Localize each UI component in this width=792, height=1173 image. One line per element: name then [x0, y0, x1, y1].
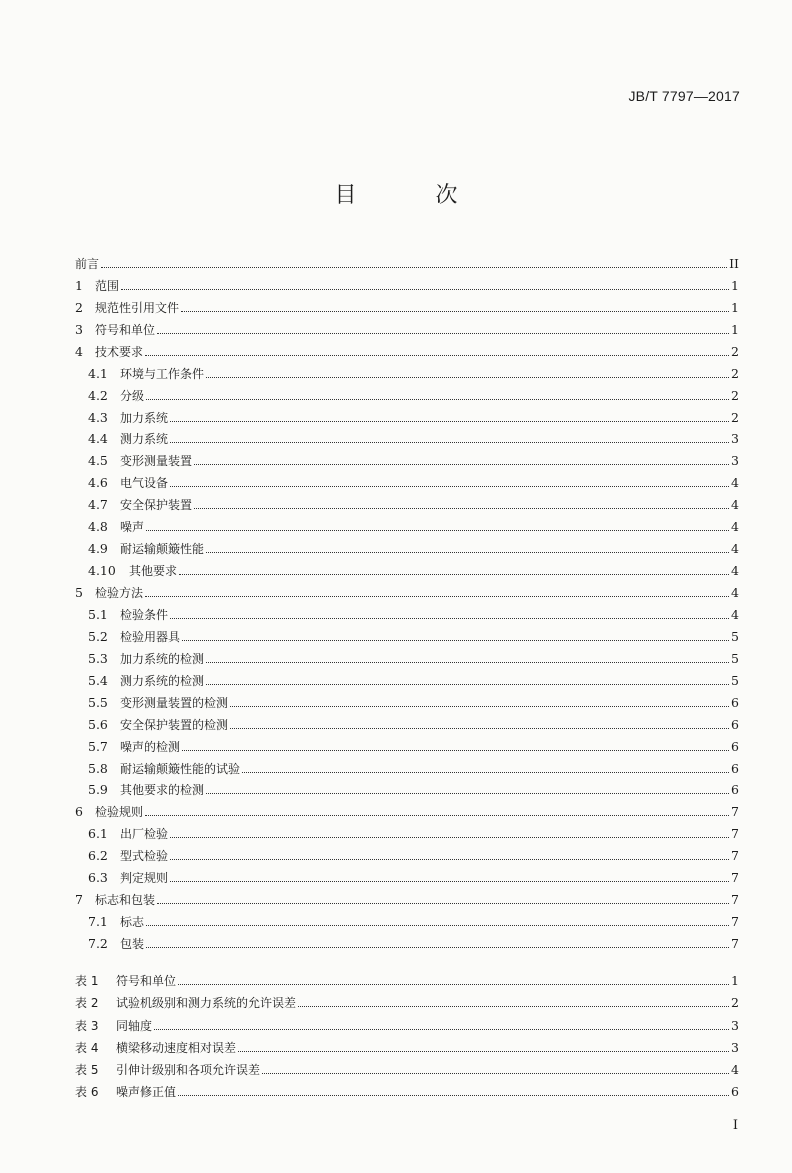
- table-entry-number: 表 4: [75, 1040, 99, 1055]
- toc-entry-number: 7: [75, 892, 83, 908]
- dot-leader: [170, 858, 729, 860]
- toc-entry-label: 测力系统: [120, 432, 169, 447]
- toc-entry: [75, 929, 739, 951]
- dot-leader: [238, 1050, 729, 1052]
- table-entry-page: 6: [731, 1084, 739, 1100]
- toc-entry-label: 检验方法: [95, 586, 144, 600]
- toc-entry-number: 5.4: [88, 672, 108, 688]
- toc-entry: [75, 293, 739, 315]
- table-entry-number: 表 2: [75, 996, 99, 1011]
- toc-entry-number: 7.2: [88, 936, 108, 951]
- toc-entry-number: 4.4: [88, 431, 108, 447]
- toc-entry-label: 技术要求: [95, 344, 144, 359]
- toc-entry-page: 7: [731, 892, 739, 908]
- toc-entry-number: 5.7: [88, 738, 108, 754]
- toc-entry-label: 符号和单位: [95, 322, 156, 337]
- toc-entry-label: 变形测量装置: [120, 454, 193, 469]
- toc-entry: [75, 776, 739, 798]
- toc-entry-number: 1: [75, 277, 83, 293]
- toc-entry-page: 6: [731, 760, 739, 776]
- toc-entry-page: 6: [731, 694, 739, 710]
- toc-entry-number: 5.3: [88, 650, 108, 666]
- toc-entry-number: 4.10: [88, 563, 116, 579]
- toc-entry-label: 前言: [75, 256, 100, 271]
- dot-leader: [230, 727, 729, 729]
- toc-entry: [75, 732, 739, 754]
- toc-entry-number: 4.3: [88, 409, 108, 425]
- toc-entry: [75, 907, 739, 929]
- toc-entry: [75, 644, 739, 666]
- toc-entry: [75, 403, 739, 425]
- toc-entry-number: 4.5: [88, 453, 108, 469]
- toc-entry-page: 7: [731, 914, 739, 930]
- toc-entry-page: 4: [731, 541, 739, 557]
- toc-entry: [75, 688, 739, 710]
- toc-entry-number: 6.2: [88, 848, 108, 864]
- toc-entry-page: 7: [731, 826, 739, 842]
- dot-leader: [170, 617, 729, 619]
- toc-entry-label: 噪声: [120, 520, 145, 535]
- standard-code: JB/T 7797—2017: [628, 88, 740, 104]
- toc-entry: [75, 490, 739, 512]
- toc-entry-label: 变形测量装置的检测: [120, 695, 229, 710]
- toc-entry-page: 4: [731, 475, 739, 491]
- table-entry-page: 2: [731, 995, 739, 1011]
- dot-leader: [146, 529, 729, 531]
- toc-entry-page: II: [729, 255, 739, 271]
- toc-entry: [75, 819, 739, 841]
- toc-entry: [75, 556, 739, 578]
- toc-entry-page: 5: [731, 628, 739, 644]
- dot-leader: [242, 771, 729, 773]
- dot-leader: [194, 507, 729, 509]
- toc-entry-number: 6.3: [88, 870, 108, 886]
- toc-entry: [75, 271, 739, 293]
- toc-entry: [75, 710, 739, 732]
- dot-leader: [194, 463, 729, 465]
- toc-entry-page: 2: [731, 409, 739, 425]
- toc-entry-number: 5.9: [88, 782, 108, 798]
- dot-leader: [178, 1094, 729, 1096]
- toc-entry-page: 2: [731, 387, 739, 403]
- dot-leader: [154, 1028, 729, 1030]
- toc-entry: [75, 381, 739, 403]
- toc-entry-number: 5.1: [88, 606, 108, 622]
- toc-entry-page: 6: [731, 716, 739, 732]
- dot-leader: [170, 441, 729, 443]
- toc-entry-page: 1: [731, 321, 739, 337]
- toc-entry: [75, 425, 739, 447]
- toc-entry: [75, 337, 739, 359]
- dot-leader: [170, 836, 729, 838]
- toc-entry-page: 7: [731, 804, 739, 820]
- toc-entry-number: 4.8: [88, 519, 108, 535]
- toc-entry-page: 1: [731, 277, 739, 293]
- dot-leader: [170, 880, 729, 882]
- table-entry-number: 表 3: [75, 1018, 99, 1033]
- toc-entry-page: 4: [731, 519, 739, 535]
- toc-entry-label: 包装: [120, 937, 145, 951]
- table-entry-number: 表 5: [75, 1062, 99, 1077]
- toc-entry: [75, 315, 739, 337]
- toc-entry-number: 2: [75, 299, 83, 315]
- dot-leader: [157, 332, 729, 334]
- dot-leader: [230, 705, 729, 707]
- dot-leader: [101, 266, 727, 268]
- toc-entry-page: 6: [731, 782, 739, 798]
- table-entry: [75, 988, 739, 1010]
- dot-leader: [262, 1072, 729, 1074]
- table-of-contents: [75, 249, 739, 951]
- toc-entry-page: 4: [731, 585, 739, 600]
- toc-entry-page: 2: [731, 343, 739, 359]
- dot-leader: [179, 573, 729, 575]
- list-of-tables: [75, 966, 739, 1099]
- toc-entry-page: 4: [731, 606, 739, 622]
- toc-entry-page: 4: [731, 563, 739, 579]
- toc-entry-page: 7: [731, 870, 739, 886]
- table-entry-number: 表 1: [75, 974, 99, 989]
- dot-leader: [145, 814, 729, 816]
- toc-entry-number: 5: [75, 585, 83, 600]
- table-entry-page: 3: [731, 1039, 739, 1055]
- toc-entry: [75, 578, 739, 600]
- toc-entry-label: 环境与工作条件: [120, 366, 205, 381]
- toc-entry-page: 5: [731, 650, 739, 666]
- table-entry: [75, 1033, 739, 1055]
- dot-leader: [146, 924, 729, 926]
- toc-entry-number: 4.2: [88, 387, 108, 403]
- toc-entry-number: 4.7: [88, 497, 108, 513]
- page-title: 目 次: [334, 183, 494, 208]
- toc-entry: [75, 468, 739, 490]
- dot-leader: [206, 661, 729, 663]
- toc-entry-label: 规范性引用文件: [95, 300, 180, 315]
- toc-entry-number: 5.8: [88, 760, 108, 776]
- dot-leader: [170, 485, 729, 487]
- page-number: I: [732, 1118, 738, 1133]
- toc-entry-number: 3: [75, 321, 83, 337]
- table-entry: [75, 1055, 739, 1077]
- toc-entry-number: 4.6: [88, 475, 108, 491]
- toc-entry-label: 标志: [120, 915, 145, 930]
- table-entry-label: 引伸计级别和各项允许误差: [116, 1062, 261, 1077]
- dot-leader: [181, 310, 729, 312]
- toc-entry: [75, 446, 739, 468]
- toc-entry-label: 其他要求的检测: [120, 783, 205, 798]
- toc-entry: [75, 754, 739, 776]
- table-entry: [75, 966, 739, 988]
- table-entry-label: 试验机级别和测力系统的允许误差: [116, 996, 297, 1011]
- toc-entry: [75, 622, 739, 644]
- toc-entry-label: 标志和包装: [95, 893, 156, 908]
- table-entry-label: 同轴度: [116, 1018, 153, 1033]
- toc-entry-number: 5.5: [88, 694, 108, 710]
- table-entry: [75, 1010, 739, 1032]
- toc-entry-label: 耐运输颠簸性能的试验: [120, 761, 241, 776]
- toc-entry-label: 安全保护装置的检测: [120, 717, 229, 732]
- toc-entry-label: 分级: [120, 388, 145, 403]
- toc-entry-number: 5.6: [88, 716, 108, 732]
- toc-entry-label: 安全保护装置: [120, 498, 193, 513]
- dot-leader: [206, 376, 729, 378]
- toc-entry-label: 判定规则: [120, 871, 169, 886]
- toc-entry: [75, 666, 739, 688]
- toc-entry-page: 4: [731, 497, 739, 513]
- table-entry-label: 横梁移动速度相对误差: [116, 1040, 237, 1055]
- toc-entry-number: 7.1: [88, 914, 108, 930]
- dot-leader: [145, 595, 729, 597]
- dot-leader: [298, 1005, 729, 1007]
- toc-entry-page: 5: [731, 672, 739, 688]
- toc-entry: [75, 797, 739, 819]
- dot-leader: [178, 983, 729, 985]
- toc-entry-label: 型式检验: [120, 849, 169, 864]
- toc-entry-page: 6: [731, 738, 739, 754]
- dot-leader: [157, 902, 729, 904]
- toc-entry-label: 检验用器具: [120, 629, 181, 644]
- table-entry: [75, 1077, 739, 1099]
- toc-entry-page: 2: [731, 365, 739, 381]
- toc-entry-label: 加力系统: [120, 410, 169, 425]
- dot-leader: [206, 792, 729, 794]
- dot-leader: [146, 398, 729, 400]
- toc-entry-page: 3: [731, 431, 739, 447]
- dot-leader: [206, 551, 729, 553]
- table-entry-page: 4: [731, 1061, 739, 1077]
- toc-entry-label: 其他要求: [129, 564, 178, 579]
- dot-leader: [182, 749, 729, 751]
- toc-entry: [75, 600, 739, 622]
- toc-entry-number: 4.1: [88, 365, 108, 381]
- toc-entry-label: 检验条件: [120, 607, 169, 622]
- toc-entry: [75, 863, 739, 885]
- toc-entry: [75, 534, 739, 556]
- toc-entry-number: 6: [75, 804, 83, 820]
- toc-entry: [75, 359, 739, 381]
- toc-entry-label: 噪声的检测: [120, 739, 181, 754]
- dot-leader: [121, 288, 729, 290]
- dot-leader: [206, 683, 729, 685]
- table-entry-page: 1: [731, 973, 739, 989]
- toc-entry-page: 1: [731, 299, 739, 315]
- toc-entry-number: 5.2: [88, 628, 108, 644]
- toc-entry-page: 7: [731, 936, 739, 951]
- toc-entry-label: 测力系统的检测: [120, 673, 205, 688]
- toc-entry: [75, 885, 739, 907]
- toc-entry-label: 出厂检验: [120, 827, 169, 842]
- toc-entry-number: 4.9: [88, 541, 108, 557]
- toc-entry-label: 加力系统的检测: [120, 651, 205, 666]
- table-entry-label: 符号和单位: [116, 974, 177, 989]
- toc-entry-label: 耐运输颠簸性能: [120, 542, 205, 557]
- toc-entry-page: 3: [731, 453, 739, 469]
- dot-leader: [145, 354, 729, 356]
- toc-entry-label: 范围: [95, 278, 120, 293]
- toc-entry-number: 6.1: [88, 826, 108, 842]
- toc-entry: [75, 249, 739, 271]
- toc-entry-number: 4: [75, 343, 83, 359]
- toc-entry-label: 电气设备: [120, 476, 169, 491]
- table-entry-page: 3: [731, 1017, 739, 1033]
- table-entry-label: 噪声修正值: [116, 1085, 177, 1100]
- toc-entry-label: 检验规则: [95, 805, 144, 820]
- table-entry-number: 表 6: [75, 1085, 99, 1100]
- dot-leader: [146, 946, 729, 948]
- dot-leader: [182, 639, 729, 641]
- toc-entry: [75, 841, 739, 863]
- toc-entry: [75, 512, 739, 534]
- dot-leader: [170, 420, 729, 422]
- toc-entry-page: 7: [731, 848, 739, 864]
